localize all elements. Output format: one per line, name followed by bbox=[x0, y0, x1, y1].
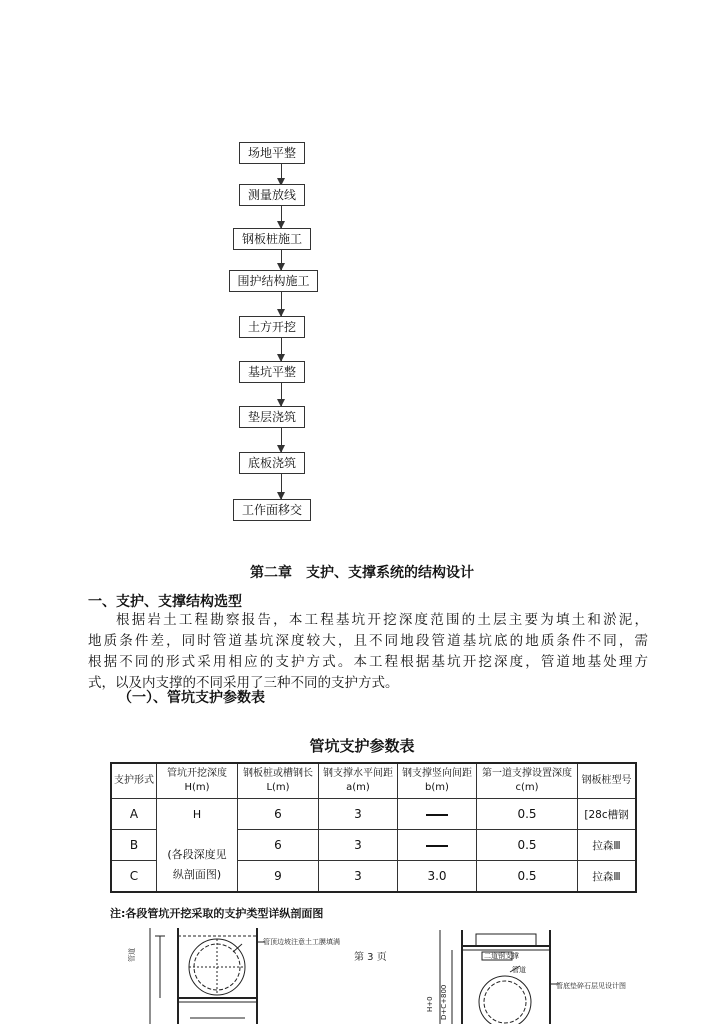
paragraph-line: 地质条件差，同时管道基坑深度较大，且不同地段管道基坑底的地质条件不同，需 bbox=[88, 633, 648, 649]
cell-length: 6 bbox=[238, 799, 319, 830]
dim-label: D+C+800 bbox=[440, 984, 448, 1020]
chapter-title: 第二章 支护、支撑系统的结构设计 bbox=[250, 565, 474, 581]
flow-arrow bbox=[281, 206, 282, 228]
flow-step-7: 垫层浇筑 bbox=[239, 406, 305, 428]
right-drawing-label: 管底垫碎石层见设计图 bbox=[556, 982, 626, 990]
section-title: 一、支护、支撑结构选型 bbox=[88, 594, 242, 610]
header-pile-length: 钢板桩或槽钢长 L(m) bbox=[238, 763, 319, 799]
table-header-row bbox=[111, 763, 636, 799]
flow-arrow bbox=[281, 164, 282, 185]
flow-step-9: 工作面移交 bbox=[233, 499, 311, 521]
flow-arrow bbox=[281, 428, 282, 452]
left-section-drawing bbox=[150, 928, 265, 1024]
cell-first-depth: 0.5 bbox=[477, 861, 578, 893]
flow-arrow bbox=[281, 338, 282, 361]
flow-step-1: 场地平整 bbox=[239, 142, 305, 164]
right-section-drawing bbox=[440, 930, 560, 1024]
dim-label: H+0 bbox=[426, 996, 434, 1012]
flow-step-4: 围护结构施工 bbox=[229, 270, 318, 292]
subsection-title: （一）、管坑支护参数表 bbox=[118, 690, 265, 706]
flow-arrow bbox=[281, 292, 282, 316]
empty-dash bbox=[426, 845, 448, 847]
table-title: 管坑支护参数表 bbox=[309, 737, 415, 755]
cell-horizontal: 3 bbox=[319, 830, 398, 861]
parameter-table bbox=[110, 762, 637, 893]
cell-first-depth: 0.5 bbox=[477, 830, 578, 861]
table-row bbox=[111, 799, 636, 830]
body-paragraph bbox=[88, 610, 648, 694]
paragraph-line: 式，以及内支撑的不同采用了三种不同的支护方式。 bbox=[88, 675, 399, 691]
dim-label: 管道 bbox=[128, 948, 136, 962]
cell-model: [28c槽钢 bbox=[578, 799, 637, 830]
flow-step-3: 钢板桩施工 bbox=[233, 228, 311, 250]
cell-vertical: 3.0 bbox=[398, 861, 477, 893]
flow-step-6: 基坑平整 bbox=[239, 361, 305, 383]
flow-arrow bbox=[281, 474, 282, 499]
header-horizontal-spacing: 钢支撑水平间距 a(m) bbox=[319, 763, 398, 799]
page-number: 第 3 页 bbox=[354, 952, 387, 963]
empty-dash bbox=[426, 814, 448, 816]
cell-type: B bbox=[111, 830, 157, 861]
header-first-support-depth: 第一道支撑设置深度 c(m) bbox=[477, 763, 578, 799]
left-drawing-label: 管顶边坡注意土工膜填满 bbox=[263, 938, 340, 946]
cell-length: 9 bbox=[238, 861, 319, 893]
paragraph-line: 根据岩土工程勘察报告，本工程基坑开挖深度范围的土层主要为填土和淤泥， bbox=[116, 612, 648, 628]
cell-vertical bbox=[398, 830, 477, 861]
right-drawing-label: 管道 bbox=[512, 966, 526, 974]
cell-depth: H (各段深度见 纵剖面图) bbox=[157, 799, 238, 893]
cell-type: A bbox=[111, 799, 157, 830]
flow-arrow bbox=[281, 383, 282, 406]
header-type: 支护形式 bbox=[111, 763, 157, 799]
cell-horizontal: 3 bbox=[319, 861, 398, 893]
cell-length: 6 bbox=[238, 830, 319, 861]
cell-vertical bbox=[398, 799, 477, 830]
paragraph-line: 根据不同的形式采用相应的支护方式。本工程根据基坑开挖深度，管道地基处理方 bbox=[88, 654, 648, 670]
cell-model: 拉森Ⅲ bbox=[578, 830, 637, 861]
flow-step-2: 测量放线 bbox=[239, 184, 305, 206]
cell-model: 拉森Ⅲ bbox=[578, 861, 637, 893]
flow-step-5: 土方开挖 bbox=[239, 316, 305, 338]
cross-section-drawings bbox=[0, 922, 724, 1024]
right-drawing-label: 二道钢支撑 bbox=[484, 952, 519, 960]
cell-type: C bbox=[111, 861, 157, 893]
cell-horizontal: 3 bbox=[319, 799, 398, 830]
cell-first-depth: 0.5 bbox=[477, 799, 578, 830]
table-note: 注:各段管坑开挖采取的支护类型详纵剖面图 bbox=[110, 907, 324, 920]
header-depth: 管坑开挖深度 H(m) bbox=[157, 763, 238, 799]
header-vertical-spacing: 钢支撑竖向间距 b(m) bbox=[398, 763, 477, 799]
flow-step-8: 底板浇筑 bbox=[239, 452, 305, 474]
flow-arrow bbox=[281, 250, 282, 270]
header-pile-model: 钢板桩型号 bbox=[578, 763, 637, 799]
